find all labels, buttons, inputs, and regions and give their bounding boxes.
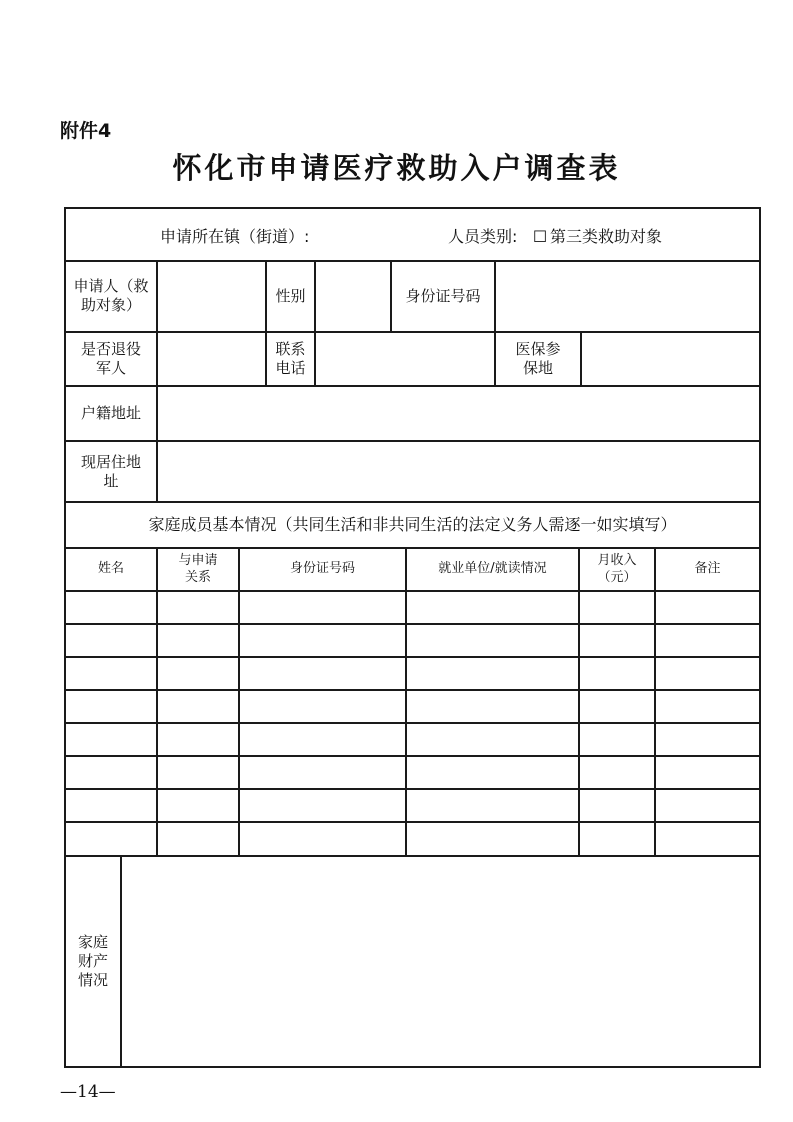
table-row[interactable]	[66, 724, 759, 755]
town-label: 申请所在镇（街道）:	[160, 227, 310, 246]
household-address-field[interactable]	[158, 387, 759, 440]
header-name: 姓名	[97, 561, 124, 577]
id-number-field[interactable]	[496, 262, 759, 330]
header-relation: 与申请关系	[178, 553, 218, 585]
current-address-field[interactable]	[158, 442, 759, 501]
attachment-label: 附件4	[60, 120, 112, 142]
applicant-name-field[interactable]	[158, 262, 265, 330]
phone-label: 联系电话	[275, 340, 306, 377]
current-address-label: 现居住地址	[80, 452, 141, 490]
phone-field[interactable]	[316, 333, 494, 385]
header-remarks: 备注	[694, 561, 721, 577]
id-number-label: 身份证号码	[405, 286, 481, 305]
category-label: 人员类别:	[448, 227, 518, 246]
insurance-place-label: 医保参保地	[515, 340, 561, 377]
header-id-number: 身份证号码	[289, 561, 355, 577]
table-row[interactable]	[66, 658, 759, 689]
table-row[interactable]	[66, 823, 759, 855]
family-property-label: 家庭财产情况	[77, 933, 108, 989]
veteran-field[interactable]	[158, 333, 265, 385]
table-row[interactable]	[66, 592, 759, 623]
form-title: 怀化市申请医疗救助入户调查表	[172, 151, 621, 185]
category-option-label: 第三类救助对象	[550, 227, 663, 246]
table-row[interactable]	[66, 790, 759, 821]
gender-field[interactable]	[316, 262, 390, 330]
applicant-label: 申请人（救助对象）	[73, 277, 149, 314]
header-monthly-income: 月收入（元）	[597, 553, 637, 585]
veteran-label: 是否退役军人	[80, 340, 141, 377]
page-number: —14—	[60, 1082, 116, 1102]
table-row[interactable]	[66, 691, 759, 722]
table-row[interactable]	[66, 625, 759, 656]
category-checkbox[interactable]: ☐	[532, 227, 548, 246]
table-row[interactable]	[66, 757, 759, 788]
gender-label: 性别	[275, 286, 306, 305]
header-employment: 就业单位/就读情况	[438, 561, 547, 577]
insurance-place-field[interactable]	[582, 333, 759, 385]
family-section-title: 家庭成员基本情况（共同生活和非共同生活的法定义务人需逐一如实填写）	[148, 515, 677, 534]
household-address-label: 户籍地址	[80, 404, 141, 423]
town-input-area[interactable]	[162, 222, 432, 252]
family-property-field[interactable]	[122, 857, 759, 1066]
